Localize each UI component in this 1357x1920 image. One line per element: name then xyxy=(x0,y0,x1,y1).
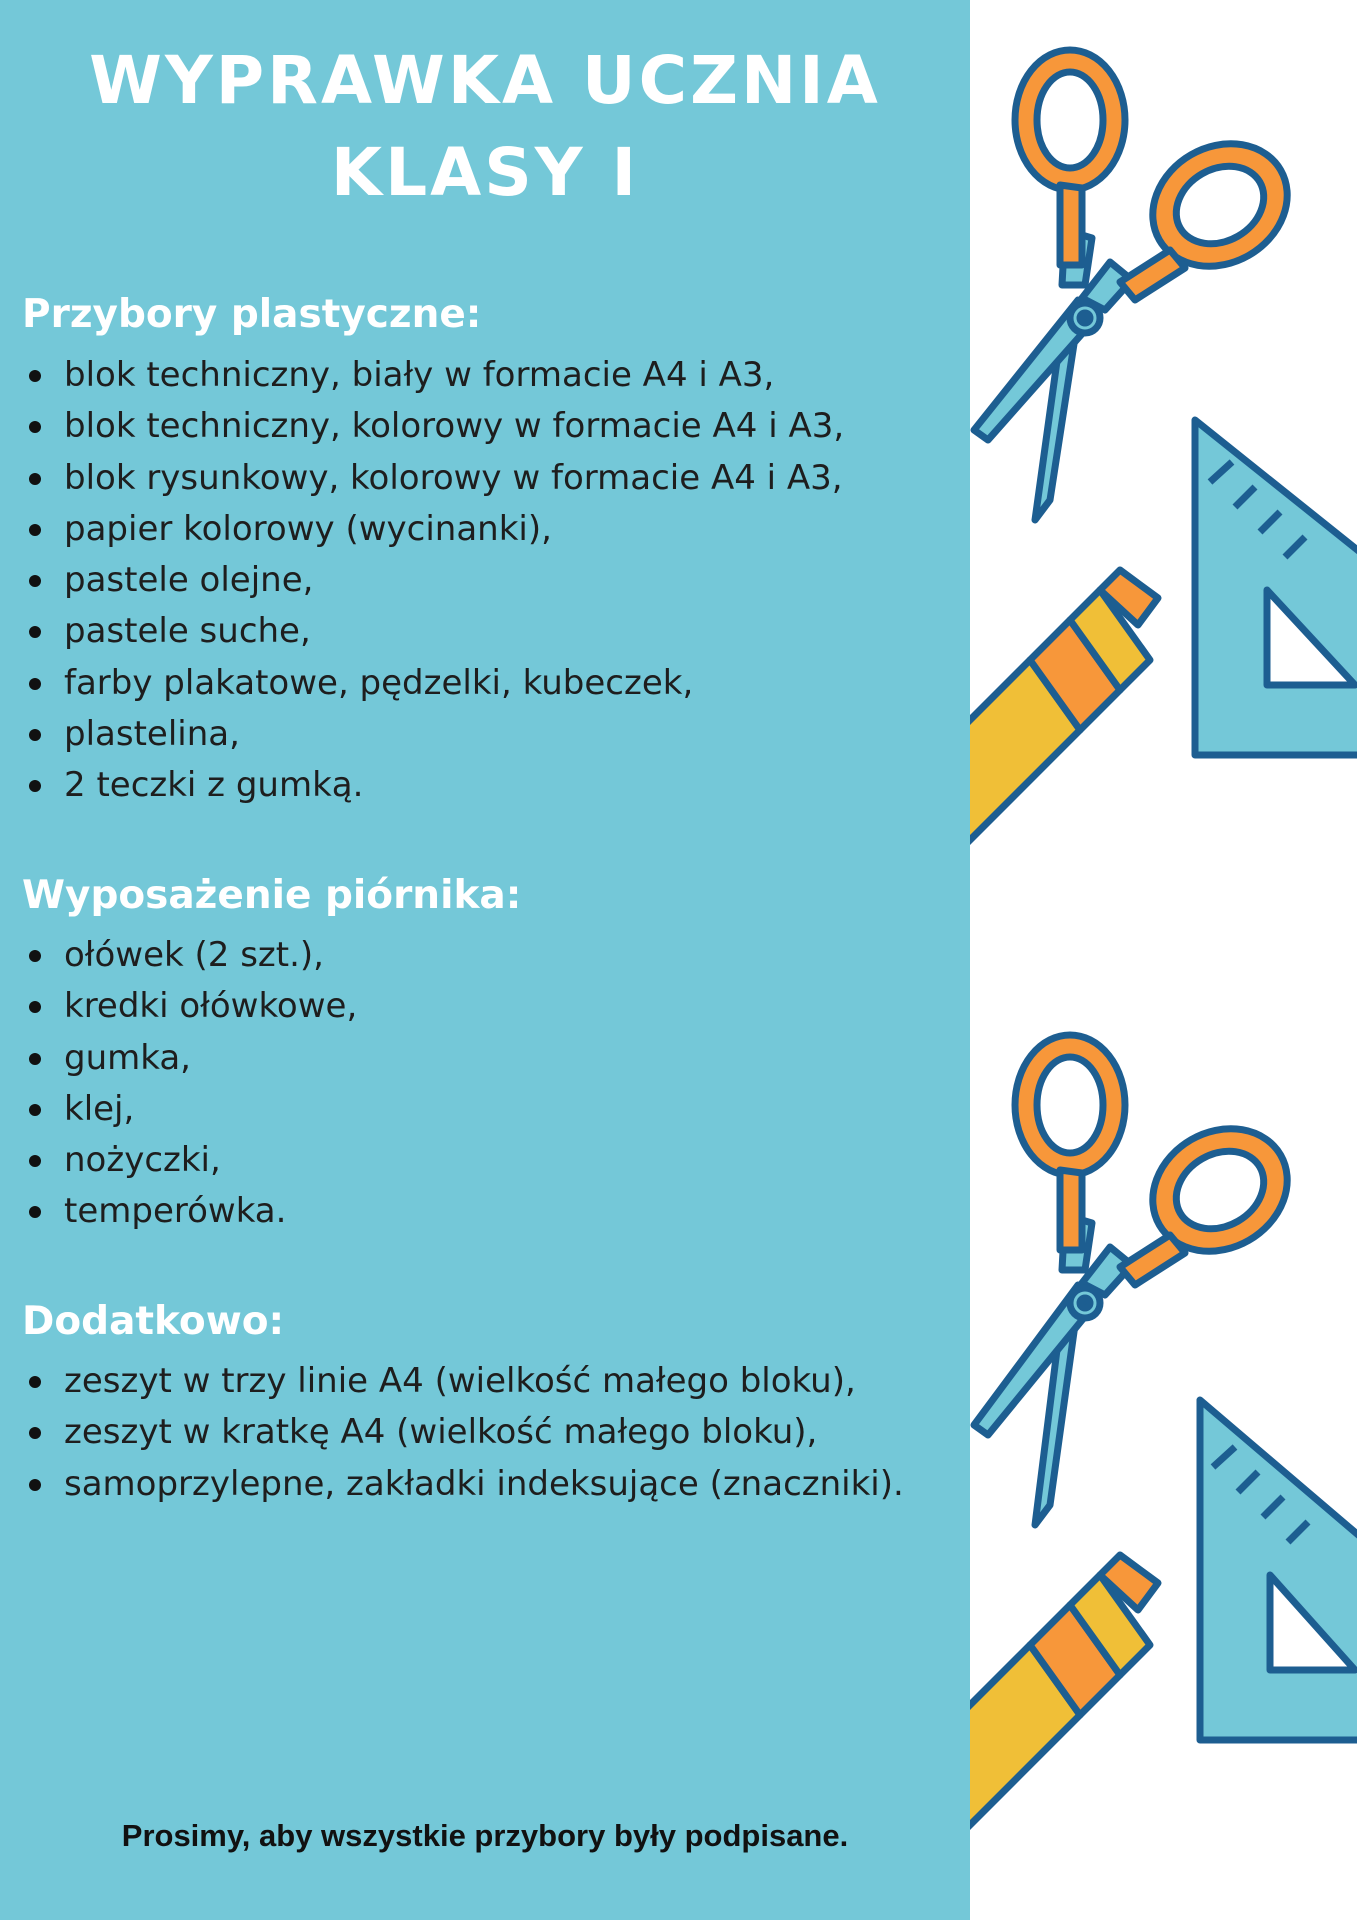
list-item: zeszyt w kratkę A4 (wielkość małego bloku), xyxy=(0,1407,904,1458)
footer-note: Prosimy, aby wszystkie przybory były podpisane. xyxy=(121,1818,849,1853)
section-heading-pencil-case: Wyposażenie piórnika: xyxy=(22,873,522,918)
pencil-case-list xyxy=(0,930,357,1238)
set-square-icon xyxy=(1200,1400,1357,1740)
list-item: plastelina, xyxy=(0,709,844,760)
art-supplies-list xyxy=(0,350,844,812)
list-item: ołówek (2 szt.), xyxy=(0,930,357,981)
crayon-icon xyxy=(970,1555,1158,1845)
list-item: gumka, xyxy=(0,1033,357,1084)
section-heading-additional: Dodatkowo: xyxy=(22,1299,285,1344)
additional-list xyxy=(0,1356,904,1510)
set-square-icon xyxy=(1195,420,1357,755)
section-heading-art-supplies: Przybory plastyczne: xyxy=(22,292,482,337)
list-item: farby plakatowe, pędzelki, kubeczek, xyxy=(0,658,844,709)
list-item: klej, xyxy=(0,1084,357,1135)
list-item: zeszyt w trzy linie A4 (wielkość małego bloku), xyxy=(0,1356,904,1407)
page-title-line-1: WYPRAWKA UCZNIA xyxy=(89,42,881,119)
scissors-icon xyxy=(974,50,1310,520)
list-item: kredki ołówkowe, xyxy=(0,981,357,1032)
crayon-icon xyxy=(970,570,1158,860)
decorative-strip xyxy=(970,0,1357,1920)
decoration-group-top xyxy=(970,0,1357,860)
list-item: blok techniczny, kolorowy w formacie A4 i A3, xyxy=(0,401,844,452)
list-item: blok rysunkowy, kolorowy w formacie A4 i A3, xyxy=(0,453,844,504)
list-item: nożyczki, xyxy=(0,1135,357,1186)
page-title-line-2: KLASY I xyxy=(330,134,640,211)
list-item: samoprzylepne, zakładki indeksujące (znaczniki). xyxy=(0,1459,904,1510)
list-item: pastele olejne, xyxy=(0,555,844,606)
decoration-group-bottom xyxy=(970,985,1357,1845)
list-item: papier kolorowy (wycinanki), xyxy=(0,504,844,555)
list-item: pastele suche, xyxy=(0,606,844,657)
list-item: temperówka. xyxy=(0,1186,357,1237)
list-item: blok techniczny, biały w formacie A4 i A3, xyxy=(0,350,844,401)
list-item: 2 teczki z gumką. xyxy=(0,760,844,811)
